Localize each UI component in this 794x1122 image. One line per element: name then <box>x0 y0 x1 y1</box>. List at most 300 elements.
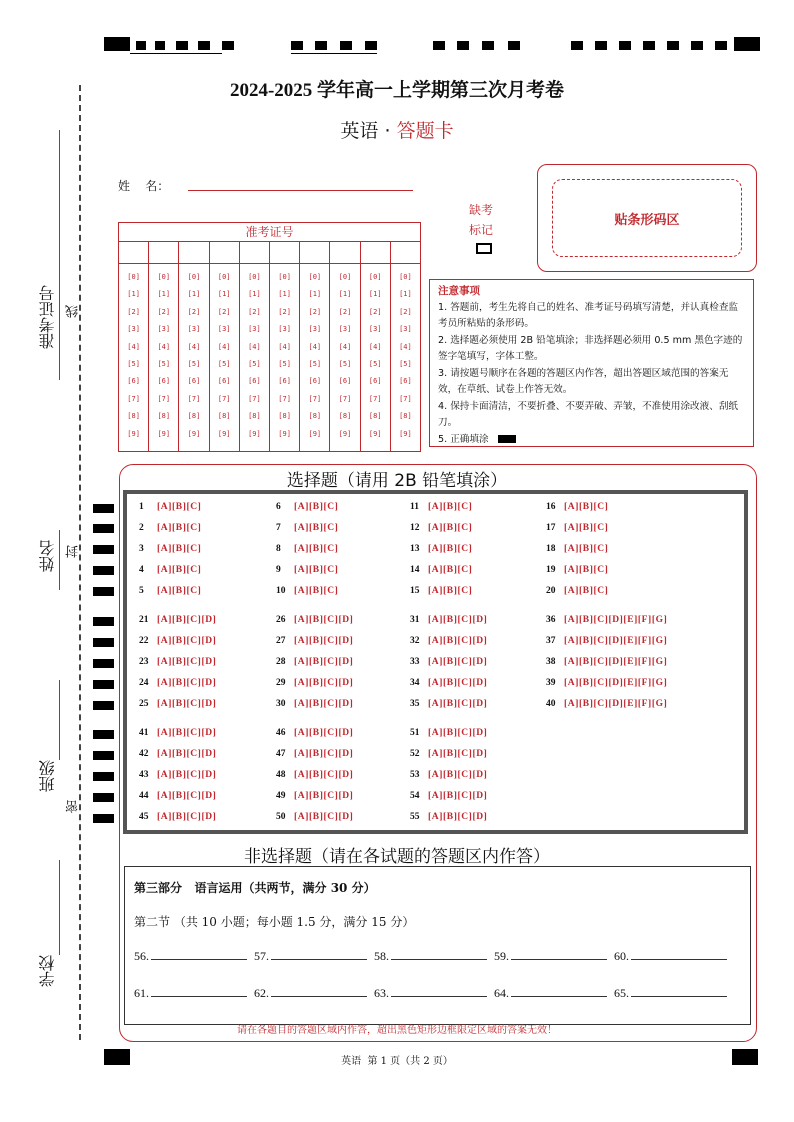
side-line-examid <box>59 130 60 380</box>
note-item-2: 2. 选择题必须使用 2B 铅笔填涂；非选择题必须用 0.5 mm 黑色字迹的签字笔填写，字体工整。 <box>438 334 743 362</box>
exam-id-bubble[interactable]: [7] <box>399 394 412 403</box>
side-dashed-cut-line <box>79 85 81 1040</box>
exam-id-bubble[interactable]: [7] <box>308 394 322 403</box>
exam-id-bubble[interactable]: [9] <box>127 429 140 438</box>
exam-id-bubble[interactable]: [3] <box>368 325 382 334</box>
question-37[interactable] <box>546 636 667 646</box>
answer-options[interactable]: [A][B][C][D] <box>428 770 488 780</box>
question-number: 13 <box>410 544 420 554</box>
exam-id-bubble[interactable]: [3] <box>187 325 201 334</box>
answer-options[interactable]: [A][B][C][D][E][F][G] <box>564 657 668 667</box>
exam-id-bubble[interactable]: [9] <box>399 429 412 438</box>
question-35[interactable] <box>410 699 487 709</box>
question-41[interactable] <box>139 728 216 738</box>
answer-options[interactable]: [A][B][C][D] <box>157 657 217 667</box>
exam-id-bubble[interactable]: [3] <box>157 325 171 334</box>
blank-answer-line[interactable] <box>271 949 367 960</box>
question-number: 33 <box>410 657 420 667</box>
answer-options[interactable]: [A][B][C][D] <box>294 770 354 780</box>
question-number: 8 <box>276 544 281 554</box>
exam-id-bubble[interactable]: [2] <box>248 307 261 316</box>
side-line-class <box>59 680 60 760</box>
exam-id-bubble[interactable]: [6] <box>368 377 382 386</box>
blank-number: 64. <box>494 986 509 1000</box>
exam-id-bubble[interactable]: [5] <box>308 359 322 368</box>
exam-id-bubble[interactable]: [0] <box>308 273 322 281</box>
answer-options[interactable]: [A][B][C] <box>157 544 202 554</box>
exam-id-bubble[interactable]: [1] <box>368 290 382 299</box>
question-number: 18 <box>546 544 556 554</box>
question-number: 22 <box>139 636 149 646</box>
answer-options[interactable]: [A][B][C][D] <box>428 728 488 738</box>
exam-id-bubble[interactable]: [4] <box>157 342 171 351</box>
exam-id-bubble[interactable]: [2] <box>278 307 291 316</box>
note-item-4: 4. 保持卡面清洁，不要折叠、不要弄破、弄皱，不准使用涂改液、刮纸刀。 <box>438 400 739 428</box>
exam-id-bubble[interactable]: [9] <box>308 429 322 438</box>
exam-id-bubble[interactable]: [5] <box>127 359 140 368</box>
exam-id-bubble[interactable]: [4] <box>308 342 322 351</box>
question-7[interactable] <box>276 523 338 533</box>
exam-id-bubble[interactable]: [6] <box>157 377 171 386</box>
exam-id-bubble[interactable]: [8] <box>187 412 201 421</box>
exam-id-bubble[interactable]: [4] <box>187 342 201 351</box>
question-55[interactable] <box>410 812 487 822</box>
exam-id-write-row <box>119 242 420 264</box>
answer-options[interactable]: [A][B][C] <box>564 544 609 554</box>
blank-answer-line[interactable] <box>511 949 607 960</box>
question-50[interactable] <box>276 812 353 822</box>
exam-id-bubble[interactable]: [0] <box>399 273 412 281</box>
side-cut-line-label: 线 <box>66 305 81 318</box>
question-11[interactable] <box>410 502 472 512</box>
question-44[interactable] <box>139 791 216 801</box>
answer-options[interactable]: [A][B][C][D][E][F][G] <box>564 678 668 688</box>
answer-options[interactable]: [A][B][C][D] <box>294 615 354 625</box>
blank-answer-line[interactable] <box>151 986 247 997</box>
exam-id-bubble[interactable]: [2] <box>217 307 231 316</box>
answer-options[interactable]: [A][B][C] <box>157 565 202 575</box>
blank-number: 61. <box>134 986 149 1000</box>
exam-id-bubble[interactable]: [4] <box>248 342 261 351</box>
question-number: 2 <box>139 523 144 533</box>
exam-id-column <box>179 264 209 452</box>
question-27[interactable] <box>276 636 353 646</box>
exam-id-bubble[interactable]: [7] <box>217 394 231 403</box>
exam-id-bubble[interactable]: [8] <box>157 412 171 421</box>
question-10[interactable] <box>276 586 338 596</box>
question-number: 9 <box>276 565 281 575</box>
answer-options[interactable]: [A][B][C][D] <box>157 699 217 709</box>
top-underline-1 <box>130 53 222 54</box>
exam-id-bubble[interactable]: [7] <box>278 394 291 403</box>
exam-id-bubble[interactable]: [4] <box>399 342 412 351</box>
exam-id-bubble[interactable]: [0] <box>278 273 291 281</box>
blank-60 <box>614 949 727 964</box>
question-number: 40 <box>546 699 556 709</box>
answer-options[interactable]: [A][B][C] <box>294 502 339 512</box>
question-number: 21 <box>139 615 149 625</box>
blank-answer-line[interactable] <box>631 949 727 960</box>
answer-options[interactable]: [A][B][C] <box>157 502 202 512</box>
question-25[interactable] <box>139 699 216 709</box>
exam-id-bubble[interactable]: [9] <box>368 429 382 438</box>
question-32[interactable] <box>410 636 487 646</box>
question-8[interactable] <box>276 544 338 554</box>
question-number: 17 <box>546 523 556 533</box>
exam-id-bubble[interactable]: [1] <box>127 290 140 299</box>
answer-options[interactable]: [A][B][C][D][E][F][G] <box>564 699 668 709</box>
exam-id-bubble[interactable]: [0] <box>338 273 352 281</box>
exam-id-bubble[interactable]: [6] <box>338 377 352 386</box>
blank-number: 59. <box>494 949 509 963</box>
exam-id-bubble[interactable]: [1] <box>278 290 291 299</box>
question-1[interactable] <box>139 502 201 512</box>
exam-title: 2024-2025 学年高一上学期第三次月考卷 <box>229 80 565 101</box>
question-number: 32 <box>410 636 420 646</box>
question-20[interactable] <box>546 586 608 596</box>
question-47[interactable] <box>276 749 353 759</box>
exam-id-bubble[interactable]: [2] <box>127 307 140 316</box>
answer-options[interactable]: [A][B][C][D] <box>428 636 488 646</box>
exam-id-bubble[interactable]: [0] <box>217 273 231 281</box>
exam-id-bubble[interactable]: [9] <box>157 429 171 438</box>
exam-id-bubble[interactable]: [9] <box>187 429 201 438</box>
answer-options[interactable]: [A][B][C] <box>294 544 339 554</box>
exam-id-bubble[interactable]: [6] <box>399 377 412 386</box>
answer-options[interactable]: [A][B][C] <box>157 586 202 596</box>
note-item-5-text: 5. 正确填涂 <box>438 433 489 445</box>
exam-id-bubble[interactable]: [3] <box>338 325 352 334</box>
question-39[interactable] <box>546 678 667 688</box>
exam-id-bubble[interactable]: [3] <box>127 325 140 334</box>
question-30[interactable] <box>276 699 353 709</box>
exam-id-column <box>240 264 270 452</box>
answer-options[interactable]: [A][B][C][D] <box>157 615 217 625</box>
top-underline-2 <box>291 53 377 54</box>
question-33[interactable] <box>410 657 487 667</box>
side-seal-label: 封 <box>66 545 81 558</box>
answer-options[interactable]: [A][B][C] <box>428 586 473 596</box>
answer-options[interactable]: [A][B][C] <box>564 523 609 533</box>
blank-answer-line[interactable] <box>151 949 247 960</box>
exam-id-bubble[interactable]: [7] <box>338 394 352 403</box>
exam-id-write-cell[interactable] <box>179 242 209 263</box>
exam-id-bubble[interactable]: [0] <box>157 273 171 281</box>
question-number: 30 <box>276 699 286 709</box>
answer-options[interactable]: [A][B][C][D] <box>294 728 354 738</box>
exam-id-column <box>210 264 240 452</box>
exam-id-bubble[interactable]: [1] <box>338 290 352 299</box>
question-38[interactable] <box>546 657 667 667</box>
exam-id-bubble[interactable]: [1] <box>399 290 412 299</box>
blank-number: 65. <box>614 986 629 1000</box>
exam-id-bubble[interactable]: [3] <box>217 325 231 334</box>
question-number: 29 <box>276 678 286 688</box>
exam-id-bubble[interactable]: [1] <box>308 290 322 299</box>
exam-id-column <box>149 264 179 452</box>
exam-id-bubble[interactable]: [2] <box>187 307 201 316</box>
choice-section-title: 选择题（请用 2B 铅笔填涂） <box>286 471 508 491</box>
exam-id-bubble[interactable]: [8] <box>368 412 382 421</box>
answer-options[interactable]: [A][B][C][D] <box>294 678 354 688</box>
question-number: 51 <box>410 728 420 738</box>
exam-id-bubble[interactable]: [9] <box>217 429 231 438</box>
exam-id-bubble[interactable]: [8] <box>338 412 352 421</box>
answer-options[interactable]: [A][B][C][D] <box>294 812 354 822</box>
exam-id-write-cell[interactable] <box>300 242 330 263</box>
exam-id-bubble[interactable]: [7] <box>127 394 140 403</box>
answer-options[interactable]: [A][B][C][D] <box>428 749 488 759</box>
side-class-label: 班级 <box>38 760 57 792</box>
question-number: 47 <box>276 749 286 759</box>
question-23[interactable] <box>139 657 216 667</box>
exam-id-bubble[interactable]: [1] <box>187 290 201 299</box>
blank-59 <box>494 949 607 964</box>
question-number: 3 <box>139 544 144 554</box>
blank-answer-line[interactable] <box>391 949 487 960</box>
question-number: 54 <box>410 791 420 801</box>
exam-id-write-cell[interactable] <box>149 242 179 263</box>
exam-id-bubble[interactable]: [5] <box>368 359 382 368</box>
exam-id-bubble[interactable]: [0] <box>368 273 382 281</box>
exam-id-bubble[interactable]: [9] <box>338 429 352 438</box>
exam-id-bubble[interactable]: [3] <box>278 325 291 334</box>
question-5[interactable] <box>139 586 201 596</box>
exam-id-write-cell[interactable] <box>270 242 300 263</box>
question-number: 7 <box>276 523 281 533</box>
exam-id-bubble[interactable]: [5] <box>248 359 261 368</box>
answer-options[interactable]: [A][B][C][D] <box>157 749 217 759</box>
exam-id-bubble[interactable]: [4] <box>338 342 352 351</box>
question-22[interactable] <box>139 636 216 646</box>
blank-number: 57. <box>254 949 269 963</box>
exam-id-write-cell[interactable] <box>391 242 420 263</box>
question-48[interactable] <box>276 770 353 780</box>
question-51[interactable] <box>410 728 487 738</box>
exam-id-bubble[interactable]: [2] <box>338 307 352 316</box>
question-15[interactable] <box>410 586 472 596</box>
answer-options[interactable]: [A][B][C][D] <box>428 812 488 822</box>
exam-id-bubble[interactable]: [6] <box>127 377 140 386</box>
answer-options[interactable]: [A][B][C] <box>428 544 473 554</box>
exam-id-bubble[interactable]: [6] <box>308 377 322 386</box>
answer-options[interactable]: [A][B][C][D] <box>428 615 488 625</box>
exam-id-bubble[interactable]: [8] <box>127 412 140 421</box>
exam-id-bubble[interactable]: [8] <box>308 412 322 421</box>
question-54[interactable] <box>410 791 487 801</box>
answer-options[interactable]: [A][B][C][D] <box>157 812 217 822</box>
answer-options[interactable]: [A][B][C] <box>428 565 473 575</box>
question-21[interactable] <box>139 615 216 625</box>
exam-id-bubble[interactable]: [1] <box>157 290 171 299</box>
question-31[interactable] <box>410 615 487 625</box>
blank-answer-line[interactable] <box>511 986 607 997</box>
question-number: 23 <box>139 657 149 667</box>
answer-options[interactable]: [A][B][C][D] <box>428 678 488 688</box>
question-number: 34 <box>410 678 420 688</box>
exam-id-write-cell[interactable] <box>330 242 360 263</box>
exam-id-bubble[interactable]: [6] <box>187 377 201 386</box>
question-28[interactable] <box>276 657 353 667</box>
absent-mark-box[interactable] <box>476 243 492 254</box>
answer-options[interactable]: [A][B][C] <box>564 565 609 575</box>
exam-id-bubble[interactable]: [2] <box>157 307 171 316</box>
question-number: 27 <box>276 636 286 646</box>
exam-id-bubble[interactable]: [4] <box>127 342 140 351</box>
question-number: 5 <box>139 586 144 596</box>
answer-options[interactable]: [A][B][C][D] <box>294 699 354 709</box>
answer-options[interactable]: [A][B][C] <box>294 565 339 575</box>
question-number: 14 <box>410 565 420 575</box>
answer-options[interactable]: [A][B][C][D] <box>428 699 488 709</box>
answer-options[interactable]: [A][B][C][D] <box>294 791 354 801</box>
nonchoice-answer-box <box>124 866 751 1025</box>
question-number: 43 <box>139 770 149 780</box>
exam-id-bubble[interactable]: [0] <box>248 273 261 281</box>
question-29[interactable] <box>276 678 353 688</box>
exam-id-bubble[interactable]: [5] <box>217 359 231 368</box>
answer-options[interactable]: [A][B][C][D] <box>157 791 217 801</box>
exam-id-bubble[interactable]: [3] <box>248 325 261 334</box>
exam-subtitle <box>0 116 794 143</box>
question-12[interactable] <box>410 523 472 533</box>
question-4[interactable] <box>139 565 201 575</box>
answer-options[interactable]: [A][B][C] <box>294 586 339 596</box>
question-17[interactable] <box>546 523 608 533</box>
answer-options[interactable]: [A][B][C][D][E][F][G] <box>564 615 668 625</box>
note-item-3: 3. 请按题号顺序在各题的答题区内作答，超出答题区域范围的答案无效，在草纸、试卷上作答无效。 <box>438 367 729 395</box>
answer-options[interactable]: [A][B][C][D] <box>294 636 354 646</box>
question-3[interactable] <box>139 544 201 554</box>
exam-id-bubble[interactable]: [2] <box>308 307 322 316</box>
exam-id-bubble[interactable]: [1] <box>248 290 261 299</box>
answer-options[interactable]: [A][B][C][D] <box>157 636 217 646</box>
exam-id-bubble[interactable]: [5] <box>157 359 171 368</box>
exam-id-bubble[interactable]: [8] <box>217 412 231 421</box>
answer-options[interactable]: [A][B][C][D][E][F][G] <box>564 636 668 646</box>
question-number: 11 <box>410 502 419 512</box>
answer-options[interactable]: [A][B][C][D] <box>157 728 217 738</box>
question-42[interactable] <box>139 749 216 759</box>
exam-id-bubble[interactable]: [2] <box>399 307 412 316</box>
exam-id-bubble[interactable]: [3] <box>399 325 412 334</box>
exam-id-bubble-columns <box>119 264 420 452</box>
exam-id-write-cell[interactable] <box>240 242 270 263</box>
exam-id-bubble[interactable]: [9] <box>278 429 291 438</box>
question-36[interactable] <box>546 615 667 625</box>
question-13[interactable] <box>410 544 472 554</box>
question-18[interactable] <box>546 544 608 554</box>
name-label: 姓 名： <box>118 179 170 193</box>
blank-number: 56. <box>134 949 149 963</box>
answer-options[interactable]: [A][B][C][D] <box>157 678 217 688</box>
question-24[interactable] <box>139 678 216 688</box>
question-number: 15 <box>410 586 420 596</box>
exam-id-bubble[interactable]: [0] <box>187 273 201 281</box>
question-49[interactable] <box>276 791 353 801</box>
exam-id-bubble[interactable]: [8] <box>248 412 261 421</box>
note-item-5 <box>438 432 745 449</box>
exam-id-bubble[interactable]: [5] <box>278 359 291 368</box>
question-9[interactable] <box>276 565 338 575</box>
blank-number: 63. <box>374 986 389 1000</box>
exam-id-bubble[interactable]: [7] <box>187 394 201 403</box>
side-exam-id-label: 准考证号 <box>38 285 57 349</box>
answer-options[interactable]: [A][B][C] <box>157 523 202 533</box>
exam-id-bubble[interactable]: [5] <box>187 359 201 368</box>
barcode-area: 贴条形码区 <box>552 179 742 257</box>
name-input-line[interactable] <box>188 190 413 191</box>
question-52[interactable] <box>410 749 487 759</box>
exam-id-write-cell[interactable] <box>361 242 391 263</box>
blank-answer-line[interactable] <box>391 986 487 997</box>
question-number: 39 <box>546 678 556 688</box>
exam-id-bubble[interactable]: [8] <box>278 412 291 421</box>
answer-options[interactable]: [A][B][C] <box>564 502 609 512</box>
exam-id-bubble[interactable]: [4] <box>217 342 231 351</box>
answer-options[interactable]: [A][B][C] <box>428 502 473 512</box>
page-footer: 英语 第 1 页（共 2 页） <box>341 1056 453 1067</box>
exam-id-bubble[interactable]: [3] <box>308 325 322 334</box>
exam-id-bubble[interactable]: [6] <box>217 377 231 386</box>
exam-id-bubble[interactable]: [8] <box>399 412 412 421</box>
question-number: 38 <box>546 657 556 667</box>
question-40[interactable] <box>546 699 667 709</box>
question-46[interactable] <box>276 728 353 738</box>
question-number: 6 <box>276 502 281 512</box>
exam-id-bubble[interactable]: [4] <box>368 342 382 351</box>
question-6[interactable] <box>276 502 338 512</box>
exam-id-bubble[interactable]: [7] <box>368 394 382 403</box>
exam-id-write-cell[interactable] <box>119 242 149 263</box>
answer-options[interactable]: [A][B][C][D] <box>157 770 217 780</box>
exam-id-bubble[interactable]: [7] <box>248 394 261 403</box>
blank-answer-line[interactable] <box>271 986 367 997</box>
exam-id-bubble[interactable]: [7] <box>157 394 171 403</box>
exam-id-bubble[interactable]: [0] <box>127 273 140 281</box>
question-26[interactable] <box>276 615 353 625</box>
exam-id-bubble[interactable]: [9] <box>248 429 261 438</box>
answer-options[interactable]: [A][B][C][D] <box>294 657 354 667</box>
answer-options[interactable]: [A][B][C] <box>564 586 609 596</box>
exam-id-bubble[interactable]: [2] <box>368 307 382 316</box>
question-number: 55 <box>410 812 420 822</box>
exam-id-bubble[interactable]: [4] <box>278 342 291 351</box>
question-43[interactable] <box>139 770 216 780</box>
question-number: 50 <box>276 812 286 822</box>
question-14[interactable] <box>410 565 472 575</box>
question-53[interactable] <box>410 770 487 780</box>
answer-options[interactable]: [A][B][C][D] <box>428 657 488 667</box>
exam-id-bubble[interactable]: [6] <box>248 377 261 386</box>
answer-options[interactable]: [A][B][C] <box>428 523 473 533</box>
exam-id-bubble[interactable]: [5] <box>399 359 412 368</box>
blank-answer-line[interactable] <box>631 986 727 997</box>
question-2[interactable] <box>139 523 201 533</box>
exam-id-bubble[interactable]: [5] <box>338 359 352 368</box>
question-34[interactable] <box>410 678 487 688</box>
question-16[interactable] <box>546 502 608 512</box>
exam-id-column <box>270 264 300 452</box>
question-45[interactable] <box>139 812 216 822</box>
exam-id-write-cell[interactable] <box>210 242 240 263</box>
answer-options[interactable]: [A][B][C][D] <box>294 749 354 759</box>
answer-options[interactable]: [A][B][C] <box>294 523 339 533</box>
exam-id-bubble[interactable]: [1] <box>217 290 231 299</box>
question-19[interactable] <box>546 565 608 575</box>
answer-options[interactable]: [A][B][C][D] <box>428 791 488 801</box>
exam-id-bubble[interactable]: [6] <box>278 377 291 386</box>
